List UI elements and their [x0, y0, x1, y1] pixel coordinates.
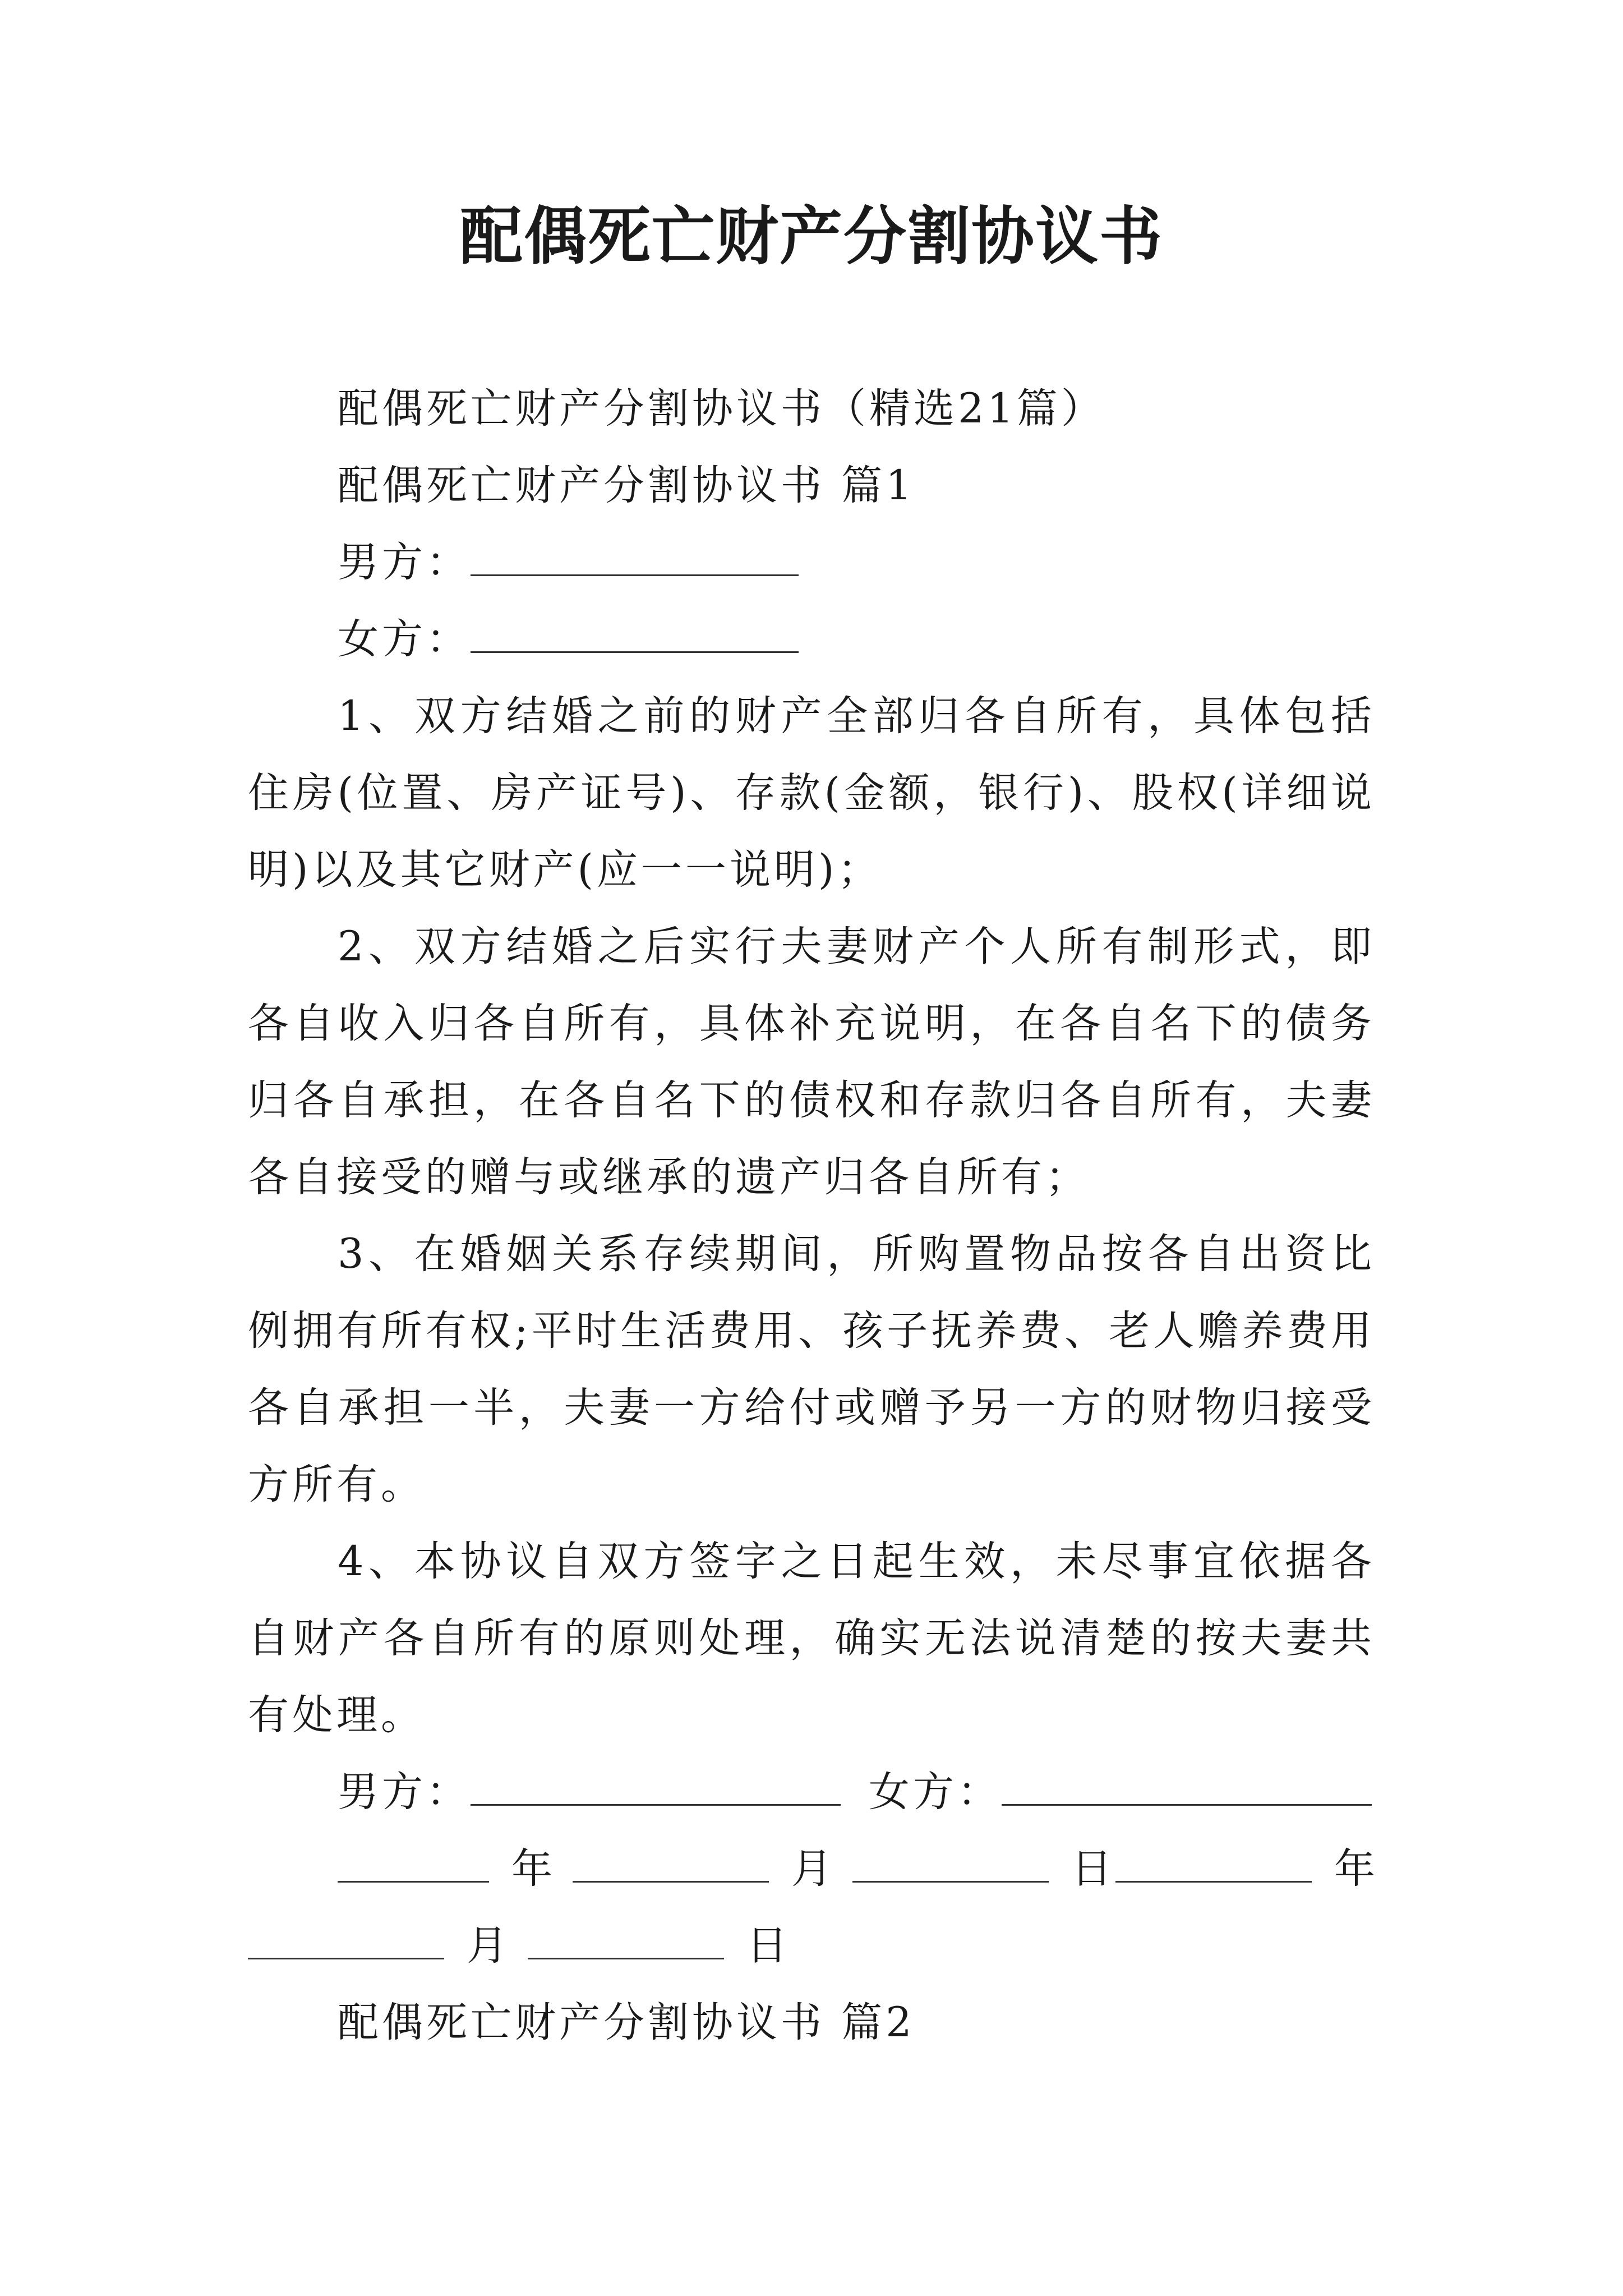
clause-3: 3、在婚姻关系存续期间，所购置物品按各自出资比例拥有所有权;平时生活费用、孩子抚养费、老人赡养费用各自承担一半，夫妻一方给付或赠予另一方的财物归接受方所有。 [248, 1230, 1375, 1508]
month-label-1: 月 [791, 1845, 836, 1893]
sign-male-blank [471, 1772, 841, 1806]
subtitle: 配偶死亡财产分割协议书（精选21篇） [338, 385, 1105, 432]
clause-2: 2、双方结婚之后实行夫妻财产个人所有制形式，即各自收入归各自所有，具体补充说明，在各自名下的债务归各自承担，在各自名下的债权和存款归各自所有，夫妻各自接受的赠与或继承的遗产归各自所有； [248, 923, 1375, 1201]
month-blank-1 [573, 1848, 769, 1883]
year-blank-1 [338, 1848, 489, 1883]
day-label-2: 日 [746, 1922, 791, 1970]
day-blank-1 [852, 1848, 1049, 1883]
day-label-1: 日 [1071, 1845, 1115, 1893]
year-label-1: 年 [511, 1845, 556, 1893]
date-line-1 [248, 1830, 1378, 1907]
sign-female-label: 女方： [869, 1768, 1002, 1816]
clause-1: 1、双方结婚之前的财产全部归各自所有，具体包括住房(位置、房产证号)、存款(金额，银行)、股权(详细说明)以及其它财产(应一一说明)； [248, 692, 1375, 894]
sign-male-label: 男方： [338, 1768, 471, 1816]
month-blank-2 [528, 1925, 724, 1959]
date-line-2 [248, 1907, 1375, 1984]
year-value-blank-2 [248, 1925, 444, 1959]
female-name-blank [471, 619, 799, 653]
male-label: 男方： [338, 539, 471, 586]
female-label: 女方： [338, 615, 471, 663]
sign-female-blank [1002, 1772, 1372, 1806]
male-name-blank [471, 542, 799, 576]
female-party-line [248, 601, 1375, 678]
document-title: 配偶死亡财产分割协议书 [460, 200, 1163, 273]
signature-line [248, 1754, 1375, 1830]
clause-4: 4、本协议自双方签字之日起生效，未尽事宜依据各自财产各自所有的原则处理，确实无法说清楚的按夫妻共有处理。 [248, 1538, 1375, 1739]
month-label-2: 月 [467, 1922, 511, 1970]
document-body [248, 370, 1378, 2061]
male-party-line [248, 524, 1375, 601]
section-heading-2: 配偶死亡财产分割协议书 篇2 [338, 1999, 915, 2046]
section-heading-1: 配偶死亡财产分割协议书 篇1 [338, 462, 915, 509]
year-label-2: 年 [1334, 1845, 1378, 1893]
year-blank-2 [1115, 1848, 1312, 1883]
